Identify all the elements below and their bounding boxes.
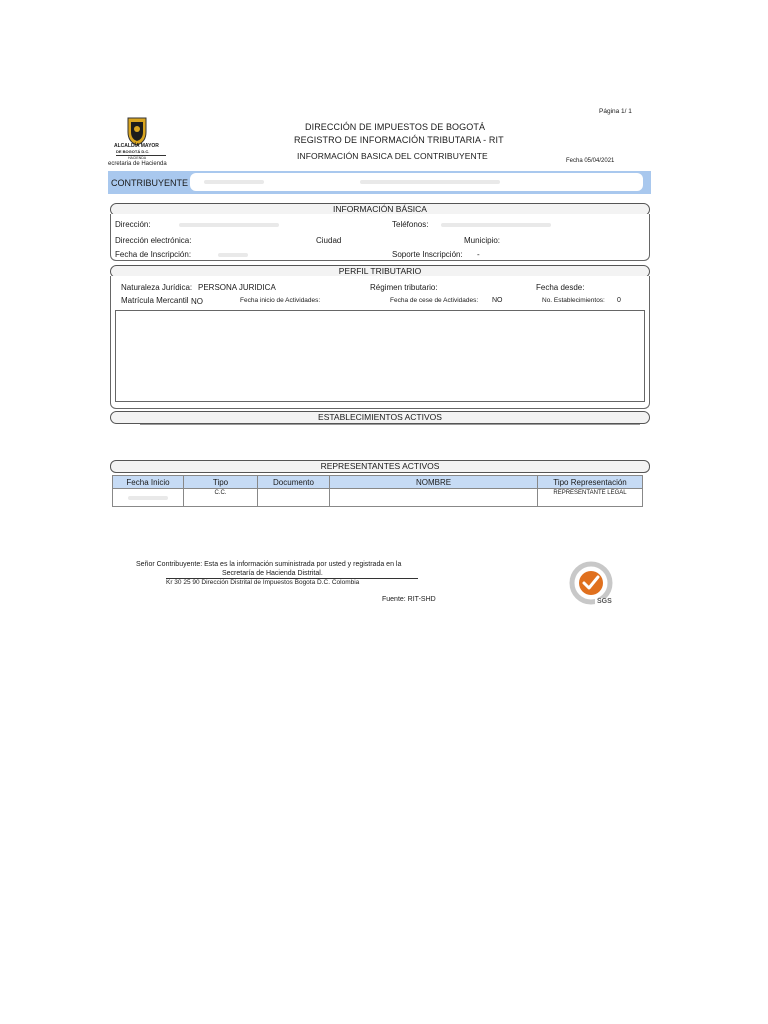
redacted-mark (360, 180, 500, 184)
redacted-mark (441, 223, 551, 227)
numero-establecimientos-value: 0 (617, 297, 621, 304)
column-header: Tipo Representación (538, 476, 643, 489)
ciudad-label: Ciudad (316, 236, 342, 245)
fecha-cese-actividades-value: NO (492, 297, 503, 304)
fecha-inicio-cell (113, 489, 184, 507)
documento-cell (258, 489, 330, 507)
redacted-mark (128, 496, 168, 500)
establecimientos-activos-title: ESTABLECIMIENTOS ACTIVOS (110, 411, 650, 424)
direccion-label: Dirección: (115, 220, 151, 229)
naturaleza-juridica-value: PERSONA JURIDICA (198, 283, 276, 292)
tipo-representacion-cell: REPRESENTANTE LEGAL (538, 489, 643, 507)
redacted-mark (218, 253, 248, 257)
fecha-inscripcion-label: Fecha de Inscripción: (115, 250, 192, 259)
table-row (113, 489, 643, 507)
matricula-mercantil-label: Matrícula Mercantil (121, 296, 189, 305)
sgs-certification-seal (567, 561, 619, 609)
footer-note-line-1: Señor Contribuyente: Esta es la información suministrada por usted y registrada en la (136, 561, 402, 568)
contribuyente-label: CONTRIBUYENTE (111, 178, 189, 188)
informacion-basica-box (110, 214, 650, 261)
column-header: Documento (258, 476, 330, 489)
page-number: Página 1/ 1 (599, 108, 632, 115)
redacted-mark (204, 180, 264, 184)
document-header (0, 0, 768, 170)
fecha-inicio-actividades-label: Fecha inicio de Actividades: (240, 297, 321, 304)
establecimientos-underline (140, 424, 640, 425)
representantes-table (112, 475, 643, 507)
header-title-3: INFORMACIÓN BASICA DEL CONTRIBUYENTE (297, 151, 488, 161)
header-title-1: DIRECCIÓN DE IMPUESTOS DE BOGOTÁ (305, 122, 486, 132)
telefonos-label: Teléfonos: (392, 220, 429, 229)
sgs-label: SGS (597, 598, 612, 605)
regimen-tributario-label: Régimen tributario: (370, 283, 438, 292)
perfil-tributario-title: PERFIL TRIBUTARIO (110, 265, 650, 278)
logo-text-1: ALCALDÍA MAYOR (114, 143, 159, 149)
logo-caption: ecretaria de Hacienda (108, 161, 167, 167)
direccion-electronica-label: Dirección electrónica: (115, 236, 192, 245)
numero-establecimientos-label: No. Establecimientos: (542, 297, 605, 304)
footer-address: Kr 30 25 90 Dirección Distrital de Impuestos Bogota D.C. Colombia (166, 579, 360, 586)
perfil-detail-area (115, 310, 645, 402)
soporte-inscripcion-value: - (477, 250, 480, 259)
redacted-mark (179, 223, 279, 227)
footer-note-line-2: Secretaría de Hacienda Distrital. (222, 570, 323, 577)
header-title-2: REGISTRO DE INFORMACIÓN TRIBUTARIA - RIT (294, 135, 504, 145)
contribuyente-band (108, 171, 651, 194)
column-header: Fecha Inicio (113, 476, 184, 489)
fecha-desde-label: Fecha desde: (536, 283, 585, 292)
tipo-cell: C.C. (184, 489, 258, 507)
naturaleza-juridica-label: Naturaleza Jurídica: (121, 283, 193, 292)
logo-text-3: HACIENDA (128, 156, 147, 160)
table-header-row (113, 476, 643, 489)
municipio-label: Municipio: (464, 236, 501, 245)
nombre-cell (330, 489, 538, 507)
footer-source: Fuente: RIT-SHD (382, 596, 436, 603)
column-header: Tipo (184, 476, 258, 489)
contribuyente-name-field (348, 173, 643, 191)
informacion-basica-title: INFORMACIÓN BÁSICA (110, 203, 650, 216)
soporte-inscripcion-label: Soporte Inscripción: (392, 250, 463, 259)
print-date: Fecha 05/04/2021 (566, 158, 615, 164)
matricula-mercantil-value: NO (191, 297, 203, 306)
logo-text-2: DE BOGOTÁ D.C. (116, 149, 150, 154)
fecha-cese-actividades-label: Fecha de cese de Actividades: (390, 297, 479, 304)
column-header: NOMBRE (330, 476, 538, 489)
representantes-activos-title: REPRESENTANTES ACTIVOS (110, 460, 650, 473)
perfil-tributario-box (110, 276, 650, 409)
